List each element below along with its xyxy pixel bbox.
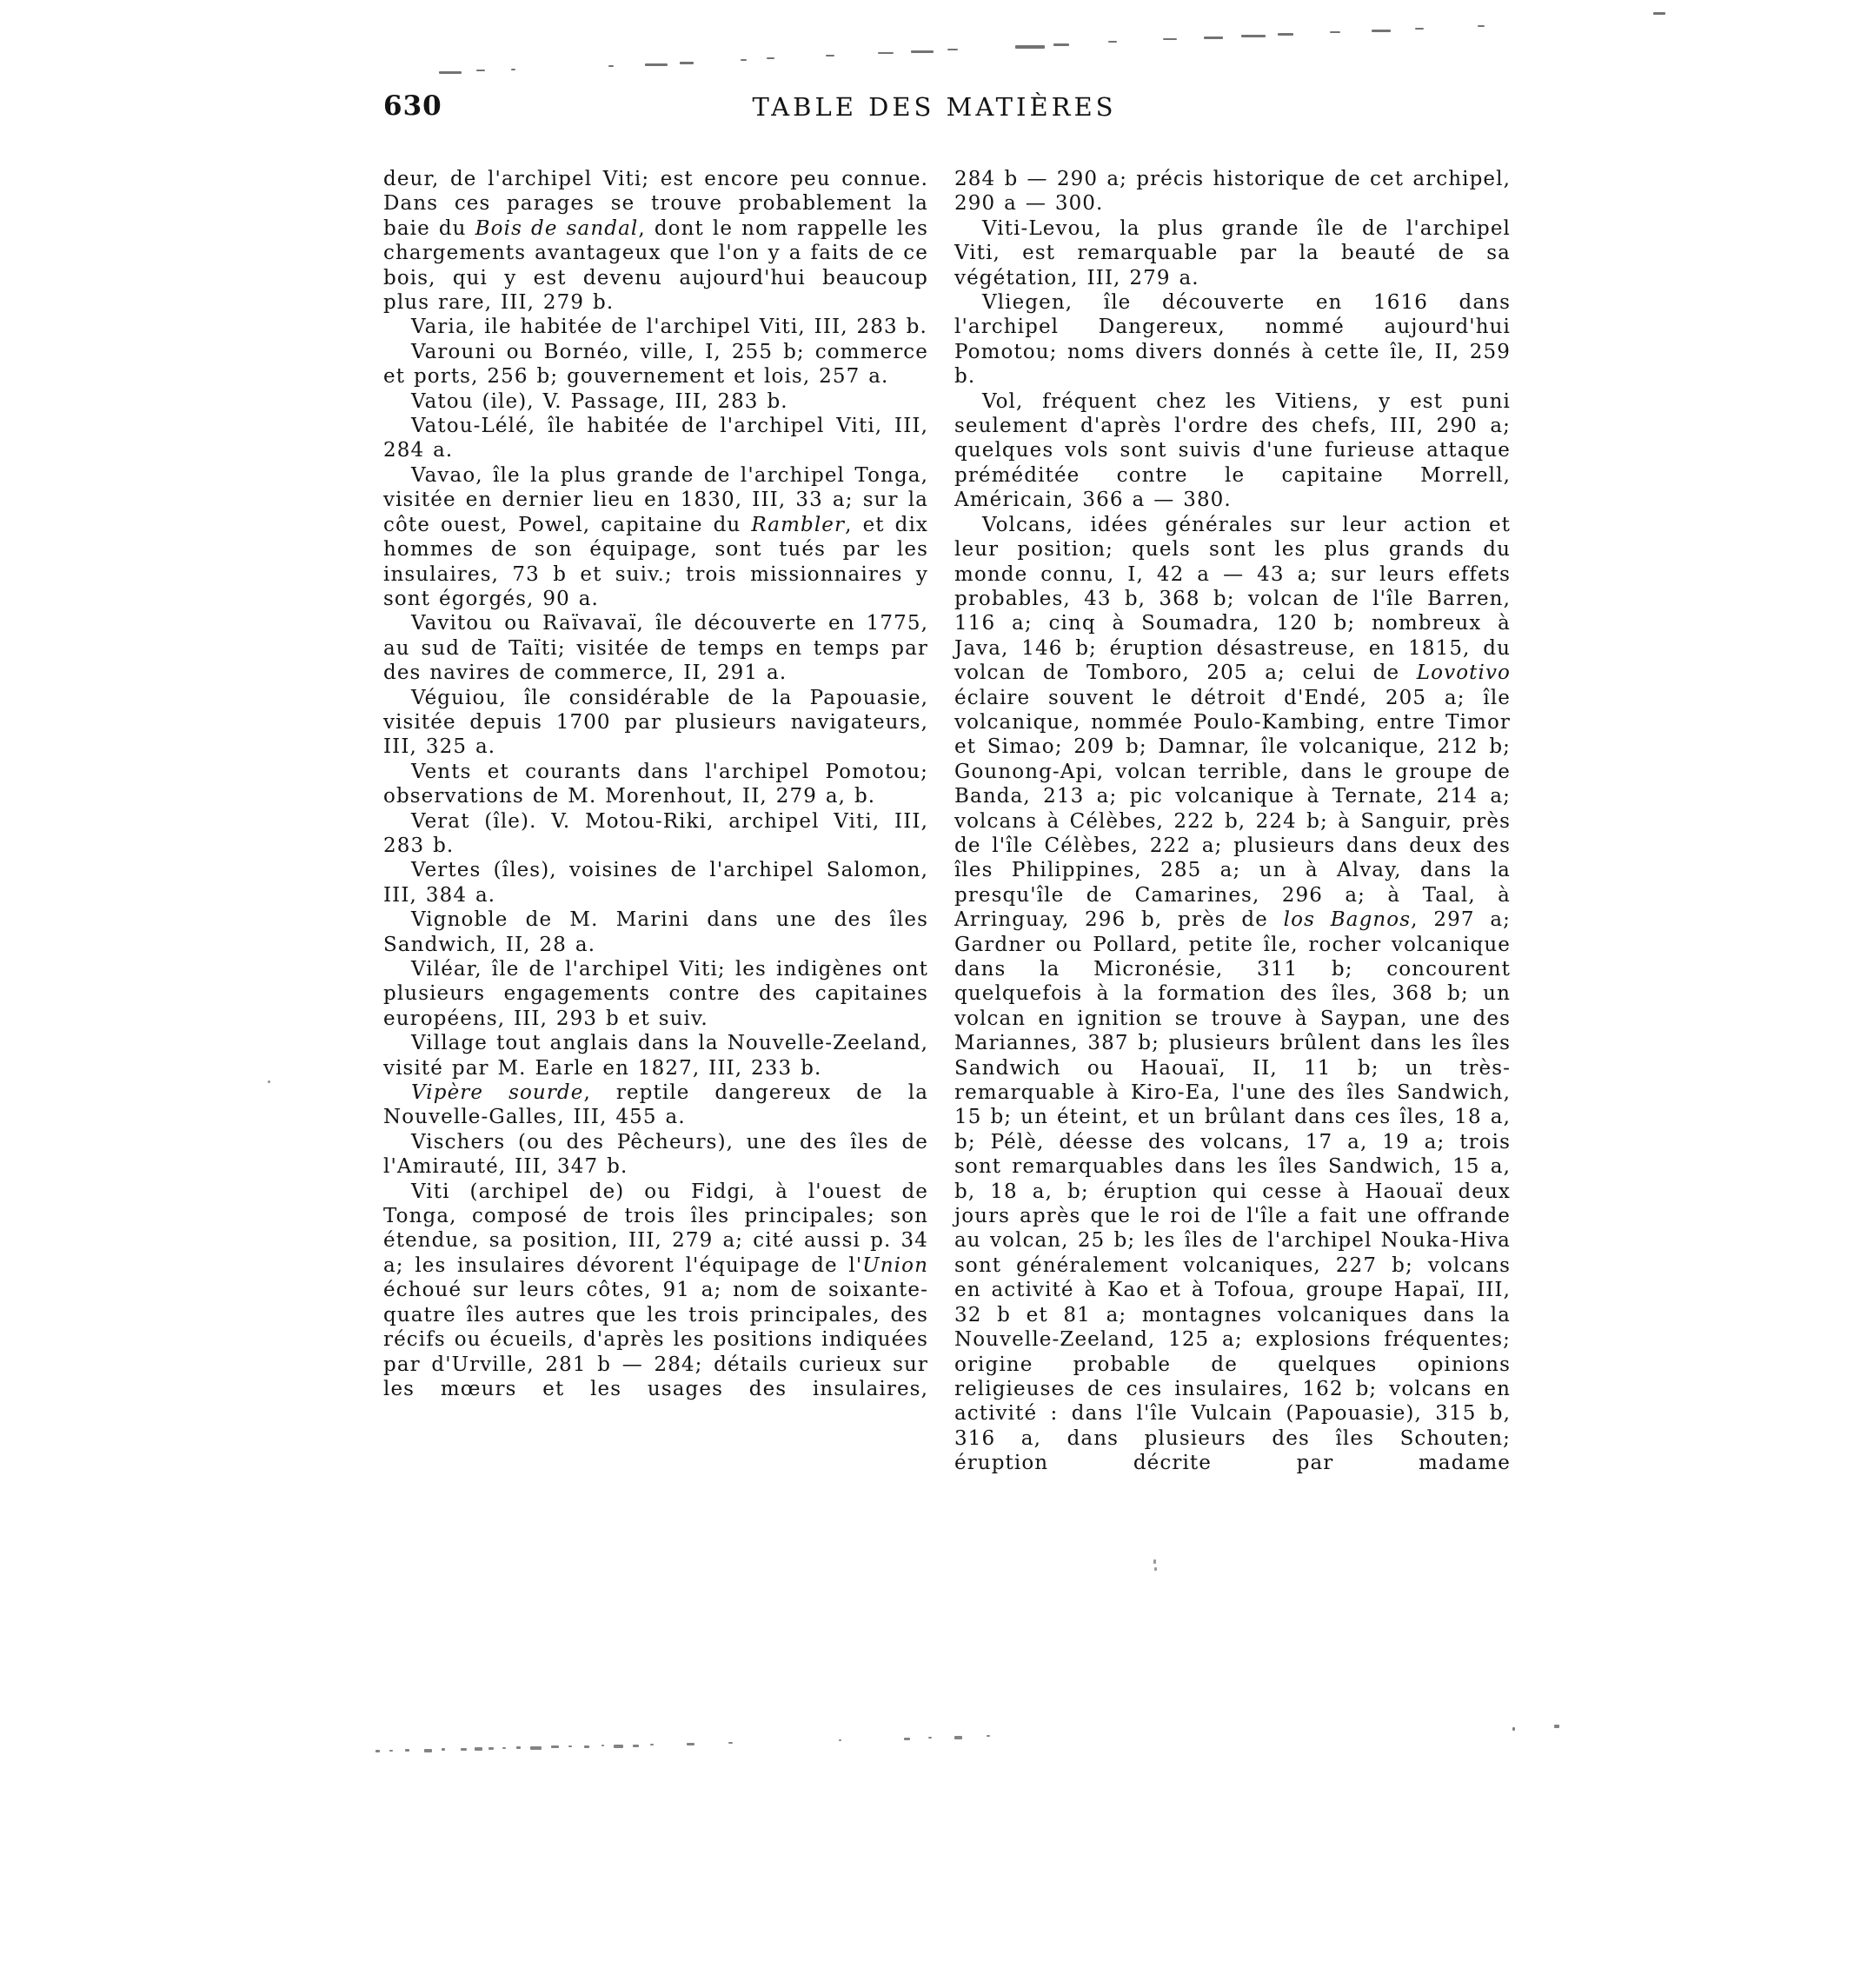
page-number: 630 (383, 90, 442, 122)
index-entry (383, 1130, 928, 1180)
entry-text: Vertes (îles), voisines de l'archipel Salomon, III, 384 a. (383, 859, 928, 907)
italic-term: Lovotivo (1416, 662, 1511, 685)
entry-text: Vents et courants dans l'archipel Pomotou; observations de M. Morenhout, II, 279 a, b. (383, 760, 928, 808)
index-column-left (383, 167, 928, 1401)
index-entry (383, 809, 928, 859)
index-entry (954, 389, 1511, 513)
index-entry (383, 957, 928, 1031)
index-entry (383, 414, 928, 463)
italic-term: Rambler (751, 513, 846, 536)
entry-text: Vischers (ou des Pêcheurs), une des îles de l'Amirauté, III, 347 b. (383, 1130, 928, 1179)
entry-text: Viti (archipel de) ou Fidgi, à l'ouest de Tonga, composé de trois îles principales; son étendue, sa position, III, 279 a; cité aussi p. 34 a; les insulaires dévorent l'équipage de l' (383, 1180, 928, 1277)
italic-term: Vipère sourde (411, 1081, 584, 1105)
index-entry (383, 686, 928, 760)
index-entry (383, 389, 928, 414)
entry-text: Vignoble de M. Marini dans une des îles Sandwich, II, 28 a. (383, 908, 928, 956)
entry-text: deur, de l'archipel Viti; est encore peu connue. Dans ces parages se trouve probablement la baie du (383, 168, 928, 240)
index-entry (383, 167, 928, 315)
entry-text: Vatou-Lélé, île habitée de l'archipel Viti, III, 284 a. (383, 415, 928, 462)
index-entry (383, 315, 928, 339)
index-entry (954, 513, 1511, 1476)
entry-text: Viti-Levou, la plus grande île de l'archipel Viti, est remarquable par la beauté de sa végétation, III, 279 a. (954, 216, 1511, 289)
index-column-right (954, 167, 1511, 1476)
entry-text: Village tout anglais dans la Nouvelle-Zeeland, visité par M. Earle en 1827, III, 233 b. (383, 1032, 928, 1080)
entry-text: Varia, ile habitée de l'archipel Viti, III, 283 b. (411, 316, 927, 339)
index-entry (383, 611, 928, 685)
entry-text: Volcans, idées générales sur leur action et leur position; quels sont les plus grands du monde connu, I, 42 a — 43 a; sur leurs effets probables, 43 b, 368 b; volcan de l'île Barren, 116 a; cinq à Soumadra, 120 b; nombreux à Java, 146 b; éruption désastreuse, en 1815, du volcan de Tomboro, 205 a; celui de (954, 513, 1511, 685)
entry-text: Verat (île). V. Motou-Riki, archipel Viti, III, 283 b. (383, 809, 928, 857)
italic-term: Union (862, 1253, 928, 1277)
entry-text: , 297 a; Gardner ou Pollard, petite île, rocher volcanique dans la Micronésie, 311 b; concourent quelquefois à la formation des îles, 368 b; un volcan en ignition se trouve à Saypan, une des Mariannes, 387 b; plusieurs brûlent dans les îles Sandwich ou Haouaï, II, 11 b; un très-remarquable à Kiro-Ea, l'une des îles Sandwich, 15 b; un éteint, et un brûlant dans ces îles, 18 a, b; Pélè, déesse des volcans, 17 a, 19 a; trois sont remarquables dans les îles Sandwich, 15 a, b, 18 a, b; éruption qui cesse à Haouaï deux jours après que le roi de l'île a fait une offrande au volcan, 25 b; les îles de l'archipel Nouka-Hiva sont généralement volcaniques, 227 b; volcans en activité à Kao et à Tofoua, groupe Hapaï, III, 32 b et 81 a; montagnes volcaniques dans la Nouvelle-Zeeland, 125 a; explosions fréquentes; origine probable de quelques opinions religieuses de ces insulaires, 162 b; volcans en activité : dans l'île Vulcain (Papouasie), 315 b, 316 a, dans plusieurs des îles Schouten; éruption décrite par madame (954, 908, 1512, 1475)
entry-text: Varouni ou Bornéo, ville, I, 255 b; commerce et ports, 256 b; gouvernement et lois, 257 a. (383, 340, 928, 389)
entry-text: Viléar, île de l'archipel Viti; les indigènes ont plusieurs engagements contre des capitaines européens, III, 293 b et suiv. (383, 958, 928, 1030)
running-title: TABLE DES MATIÈRES (752, 92, 1117, 122)
index-entry (383, 463, 928, 611)
entry-text: , et dix hommes de son équipage, sont tués par les insulaires, 73 b et suiv.; trois missionnaires y sont égorgés, 90 a. (383, 513, 928, 610)
entry-text: échoué sur leurs côtes, 91 a; nom de soixante-quatre îles autres que les trois principales, des récifs ou écueils, d'après les positions indiquées par d'Urville, 281 b — 284; détails curieux sur les mœurs et les usages des insulaires, (383, 1279, 928, 1400)
entry-text: Véguiou, île considérable de la Papouasie, visitée depuis 1700 par plusieurs navigateurs, III, 325 a. (383, 686, 928, 759)
index-entry (383, 908, 928, 957)
index-entry (383, 760, 928, 809)
entry-text: , reptile dangereux de la Nouvelle-Galles, III, 455 a. (383, 1081, 929, 1129)
entry-text: Vatou (ile), V. Passage, III, 283 b. (411, 389, 788, 413)
entry-text: éclaire souvent le détroit d'Endé, 205 a; île volcanique, nommée Poulo-Kambing, entre Timor et Simao; 209 b; Damnar, île volcanique, 212 b; Gounong-Api, volcan terrible, dans le groupe de Banda, 213 a; pic volcanique à Ternate, 214 a; volcans à Célèbes, 222 b, 224 b; à Sanguir, près de l'île Célèbes, 222 a; plusieurs dans deux des îles Philippines, 285 a; un à Alvay, dans la presqu'île de Camarines, 296 a; à Taal, à Arringuay, 296 b, près de (954, 686, 1511, 932)
index-entry (383, 1180, 928, 1402)
entry-text: Vol, fréquent chez les Vitiens, y est puni seulement d'après l'ordre des chefs, III, 290 a; quelques vols sont suivis d'une furieuse attaque préméditée contre le capitaine Morrell, Américain, 366 a — 380. (954, 389, 1511, 512)
index-entry (383, 858, 928, 908)
entry-text: Vliegen, île découverte en 1616 dans l'archipel Dangereux, nommé aujourd'hui Pomotou; noms divers donnés à cette île, II, 259 b. (954, 291, 1511, 389)
index-entry (383, 340, 928, 389)
index-entry (383, 1080, 928, 1130)
italic-term: Bois de sandal (475, 216, 639, 240)
index-entry (954, 216, 1511, 290)
index-entry (954, 290, 1511, 389)
entry-text: , dont le nom rappelle les chargements avantageux que l'on y a faits de ce bois, qui y est devenu aujourd'hui beaucoup plus rare, III, 279 b. (383, 216, 928, 315)
entry-text: Vavitou ou Raïvavaï, île découverte en 1775, au sud de Taïti; visitée de temps en temps par des navires de commerce, II, 291 a. (383, 612, 928, 685)
entry-text: 284 b — 290 a; précis historique de cet archipel, 290 a — 300. (954, 168, 1511, 216)
entry-text: Vavao, île la plus grande de l'archipel Tonga, visitée en dernier lieu en 1830, III, 33 a; sur la côte ouest, Powel, capitaine du (383, 463, 928, 536)
italic-term: los Bagnos (1283, 908, 1412, 932)
index-entry (954, 167, 1511, 216)
index-entry (383, 1031, 928, 1080)
